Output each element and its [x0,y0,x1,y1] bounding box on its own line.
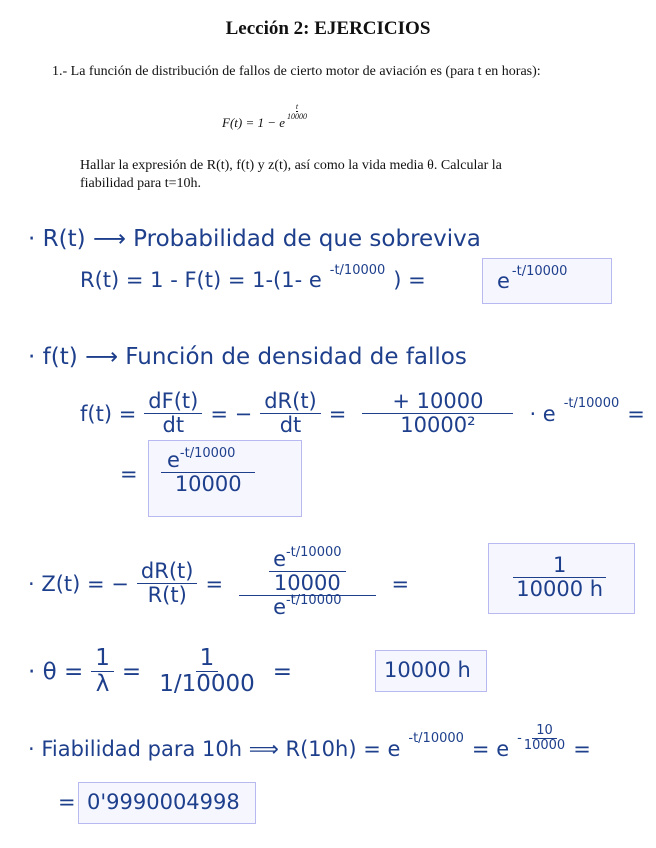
given-formula [222,102,308,131]
z-den: e [273,595,286,620]
problem-statement: 1.- La función de distribución de fallos de cierto motor de aviación es (para t en horas): [52,64,541,79]
theta-den1: λ [95,671,110,698]
f-equation [80,390,645,437]
f-den3: 10000² [400,413,476,438]
f-lhs: f(t) = [80,401,137,426]
r-definition: · R(t) ⟶ Probabilidad de que sobreviva [28,226,481,252]
f-num2: dR(t) [260,390,321,414]
theta-den2: 1/10000 [159,671,255,698]
theta-result: 10000 h [384,658,471,682]
formula-exp-num: t [295,102,299,111]
fiab-line: · Fiabilidad para 10h ⟹ R(10h) = e [28,736,401,761]
f-num3: + 10000 [362,390,513,414]
r-exp: -t/10000 [329,262,386,278]
f-dot: · e [529,401,556,426]
fiab-exp: -t/10000 [408,731,464,747]
theta-num2: 1 [196,646,219,672]
f-box-num: e [167,448,180,472]
theta-result-box [375,650,487,692]
r-eq-text: R(t) = 1 - F(t) = 1-(1- e [80,268,322,292]
theta-lhs: · θ = [28,658,84,685]
z-num1: dR(t) [137,560,198,584]
z-res-num: 1 [513,554,606,578]
r-equation [80,262,426,292]
task-line-1: Hallar la expresión de R(t), f(t) y z(t), así como la vida media θ. Calcular la [80,158,502,173]
f-exp: -t/10000 [563,396,620,412]
fiab-exp2-sign: - [517,731,522,747]
theta-equation [28,646,292,698]
fiab-eq: = e [471,736,510,761]
theta-eq2: = [272,658,293,685]
formula-exp-den: 10000 [287,112,308,121]
theta-num1: 1 [91,646,114,672]
f-den1: dt [162,413,185,438]
z-inner-exp: -t/10000 [285,545,342,560]
z-den1: R(t) [147,583,187,608]
f-box-exp: -t/10000 [179,446,236,461]
f-definition: · f(t) ⟶ Función de densidad de fallos [28,344,467,370]
page-title: Lección 2: EJERCICIOS [225,18,431,39]
f-eq3: = [328,401,347,426]
z-eq2: = [391,571,410,596]
f-eq2: = − [210,401,253,426]
fiab-exp2-den: 10000 [523,738,566,754]
fiab-eq2: = [58,790,76,814]
fiab-result-box [78,782,256,824]
r-result-box [482,258,612,304]
fiab-result: 0'9990004998 [87,790,240,814]
formula-lhs: F(t) = 1 − e [222,115,286,130]
z-inner-den: 10000 [273,571,341,596]
task-line-2: fiabilidad para t=10h. [80,176,202,191]
z-result-box [488,543,635,614]
z-res-den: 10000 h [516,577,604,602]
z-lhs: · Z(t) = − [28,571,129,596]
f-box-den: 10000 [174,472,242,497]
z-eq: = [205,571,224,596]
f-box-eq: = [120,462,138,486]
theta-eq: = [121,658,142,685]
f-result-box [148,440,302,517]
f-num1: dF(t) [144,390,202,414]
z-den-exp: -t/10000 [285,593,342,609]
r-result-exp: -t/10000 [511,263,568,279]
r-result: e [497,269,510,293]
z-inner-num: e [273,547,286,571]
fiab-exp2-num: 10 [532,724,557,739]
r-close: ) = [393,268,426,292]
f-end: = [627,401,645,426]
fiab-end: = [573,736,591,761]
f-den2: dt [279,413,302,438]
z-equation [28,545,410,620]
fiabilidad-equation [28,723,591,764]
